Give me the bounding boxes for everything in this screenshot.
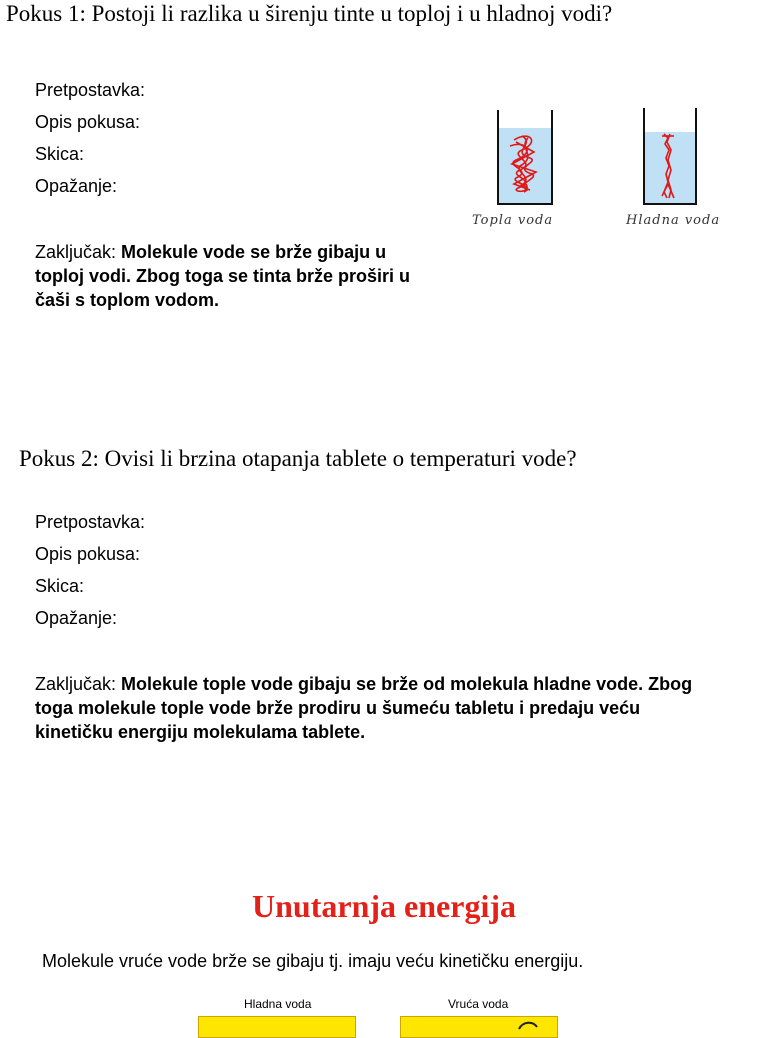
hot-water-figure [400,1016,558,1038]
cold-water-figure [198,1016,356,1038]
warm-water-label: Topla voda [472,213,554,228]
internal-energy-heading: Unutarnja energija [252,888,516,924]
conclusion-label: Zaključak: [35,242,122,262]
experiment-1-title: Pokus 1: Postoji li razlika u širenju tinte u toploj i u hladnoj vodi? [6,1,613,26]
cold-water-beaker [644,108,696,204]
cold-water-label: Hladna voda [626,213,721,228]
cold-water-caption: Hladna voda [244,997,312,1011]
field-observation-2: Opažanje: [35,608,118,628]
hot-water-caption: Vruća voda [448,997,509,1011]
conclusion-label-2: Zaključak: [35,674,122,694]
field-hypothesis: Pretpostavka: [35,80,146,100]
experiment-1-conclusion [35,240,415,312]
field-description-2: Opis pokusa: [35,544,141,564]
field-hypothesis-2: Pretpostavka: [35,512,146,532]
hot-molecule-mark [401,1017,557,1037]
experiment-2-conclusion [35,672,695,744]
experiment-2-title: Pokus 2: Ovisi li brzina otapanja tablete o temperaturi vode? [19,446,577,471]
field-sketch: Skica: [35,144,85,164]
internal-energy-description: Molekule vruće vode brže se gibaju tj. imaju veću kinetičku energiju. [42,951,584,971]
warm-water-beaker [498,110,552,204]
field-sketch-2: Skica: [35,576,85,596]
conclusion-text: Molekule vode se brže gibaju u toploj vodi. Zbog toga se tinta brže proširi u čaši s toplom vodom. [35,242,411,310]
conclusion-text-2: Molekule tople vode gibaju se brže od molekula hladne vode. Zbog toga molekule tople vode brže prodiru u šumeću tabletu i predaju veću kinetičku energiju molekulama tablete. [35,674,693,742]
field-observation: Opažanje: [35,176,118,196]
field-description: Opis pokusa: [35,112,141,132]
